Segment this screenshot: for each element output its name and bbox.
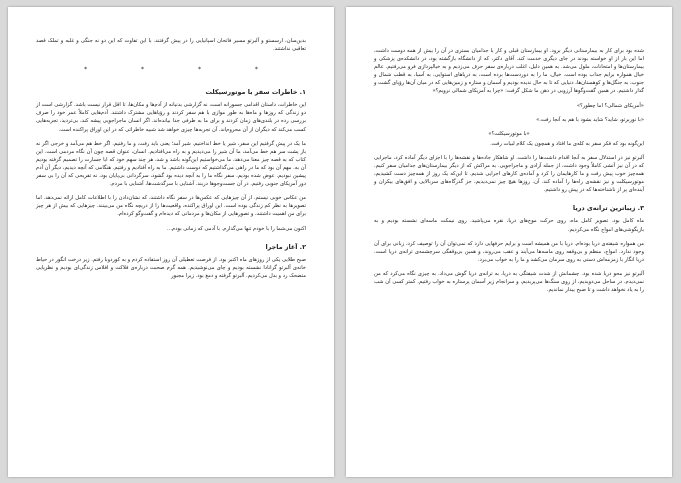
body-paragraph: این خاطرات، داستان اقدامی جسورانه است، نه گزارشی بدنیانه از آدم‌ها و مکان‌ها، تا اقل قرار نیست باشد. گزارشی است از دو زندگی که روزها و ماه‌ها به طور موازی با هم سفر کردند و رؤیاهایی مشترک داشتند. آدم‌هایی کاملاً عمر خود را صرف بررسی رده در بلندی‌های زمان کردند و برای ما به طرفی جدا بیانده‌اند. اگر انسان ماجراجویی پیشه کند، بی‌تردید، تجربه‌هایی کسب می‌کند که دیگران از آن محروم‌اند. آن تجربه‌ها چیزی خواهد شد شبیه خاطراتی که در این اوراق پراکنده است. <box>36 102 306 133</box>
body-paragraph: صبح طلایی یکی از روزهای ماه اکتبر بود. از فرصت تعطیلی آن روز استفاده کردم و به کوردوبا رفتم. زیر درخت انگور در حیاط خانه‌ی آلبرتو گرانادا نشسته بودیم و چای می‌نوشیدیم. همه گرم صحبت درباره‌ی فلاکت و افلاس زندگی‌ای بودیم و نظرپایی متضحک رد و بدل می‌کردیم. آلبرتو گرفته و دمغ بود. زیرا مجبور <box>36 256 306 279</box>
intro-paragraph: بدین‌سان، ارسستو و آلبرتو مسیر فاتحان اسپانیایی را در پیش گرفتند. با این تفاوت که این دو نه جنگی و غلبه و تملک قصد تعاقبی نداشتند. <box>36 38 306 53</box>
left-page-content <box>36 37 306 467</box>
body-paragraph: شده بود برای کار به بیمارستانی دیگر برود. او بیمارستان قبلی و کار با جذامیان بستری در آن را بیش از همه دوست داشت، اما این بار از او خواسته بودند در جای دیگری خدمت کند. آقای دکتر، که از دانشگاه بازگشته بود، در دانشکده‌ی پزشکی و بیمارستان‌ها و امتحانات، ملول می‌شد. به همین دلیل، اغلب درباره‌ی سفر حرف می‌زدیم و به خیالپردازی فرو می‌رفتیم. عالم خیال همواره برایم جذاب بوده است. خیال، ما را به دوردست‌ها برده است، به دریاهای استوایی، به آسیا، به قطب شمال و جنوب، به جنگل‌ها و کوهستان‌ها، دنیایی که تا به حال ندیده بودیم و آسمان و ستاره و زمین‌هایی که در میان آن‌ها رؤیای گشت و گذار داشتیم. در همین گفت‌وگوها آرزویی در ذهن ما شکل گرفت: «چرا به آمریکای شمالی نرویم؟» <box>374 48 644 95</box>
dialogue-line: «با نوربرتو، شاید؟ شاید بشود با هم به آنجا رفت.» <box>536 116 644 123</box>
body-paragraph: آلبرتو نیز در استدلال سفر به آنجا اقدام داشت‌ها را داشت. او شاهکار جاده‌ها و نقشه‌ها را با اجزای دیگر آماده کرد، ماجرایی که در آن نیز آتشی کاملاً وجود داشت، از جمله آزادی و ماجراجویی. به مراکش که از دیگر بیمارستان‌های جذامیان سفر کنیم. همه‌چیز خوب پیش رفت و ما کارهایمان را کرد و آماده‌ی کارهای اجرایی شدیم. تا این‌که یک روز از همه‌چیز دست کشیدیم، موتورسیکلت و نیز نقشه‌ی راه‌ها را آماده کند. آن. روزها هیچ چیز نمی‌دیدیم، جز گذرگاه‌های سربالایی و افق‌های بیکران و آینده‌ای پر از ناشناخته‌ها که در پیش رو داشتیم. <box>374 154 644 194</box>
dialogue-line: «آمریکای شمالی؟ اما چطور؟» <box>576 102 644 109</box>
left-page <box>8 7 334 477</box>
body-paragraph: این‌گونه بود که فکر سفر به کله‌ی ما افتاد و همچون یک کلام لبیات رفت. <box>490 140 644 147</box>
body-paragraph: اکنون می‌شما را با خودم تنها می‌گذارم. با آدمی که زمانی بودم... <box>167 225 306 232</box>
right-page <box>346 7 672 477</box>
body-paragraph: من همواره شیفته‌ی دریا بوده‌ام. دریا با من همیشه است و برایم حرفهایی دارد که نمی‌توان آن را توصیف کرد، زبانی برای آن وجود ندارد. امواج، منظم و بی‌وقفه روی ماسه‌ها می‌آیند و عقب می‌روند، و همین بی‌وقفگی سرچشمه‌ی ترانه‌ی دریا است. دریا انگار با زمزمه‌اش دستی به روی سرمان می‌کشد و ما را به خواب می‌برد. <box>374 240 644 263</box>
section-heading-3: ۳. زیباترین ترانه‌ی دریا <box>572 204 644 213</box>
section-separator: * * * * <box>84 66 284 74</box>
section-heading-2: ۲. آغاز ماجرا <box>265 242 306 251</box>
section-heading-1: ۱. خاطرات سفر با موتورسیکلت <box>205 88 306 97</box>
dialogue-quote: «با موتورسیکلت؟» <box>488 130 530 137</box>
body-paragraph: ماه کامل بود. تصویر کامل ماه، روی حرکت موج‌های دریا، نقره می‌پاشید. روی نیمکت ماسه‌ای نشسته بودیم و به بازیگوشی‌های امواج نگاه می‌کردیم. <box>374 218 644 233</box>
right-page-content <box>374 47 644 467</box>
body-paragraph: آلبرتو نیز محو دریا شده بود. چشمانش از شدت شیفتگی به دریا، به ترانه‌ی دریا گوش می‌داد. به چیزی نگاه می‌کرد که من نمی‌دیدم. در ساحل می‌دویدیم، از روی سنگ‌ها می‌پریدیم، و سرانجام زیر آسمان پرستاره به خواب رفتیم. کمتر کسی آن شب را به یاد نخواهد داشت و تا صبح بیدار نماندیم. <box>374 270 644 294</box>
body-paragraph: من عکاس خوبی نیستم. از آن چیزهایی که عکس‌ها در سفر نگاه داشتند، که نشان‌دادن را با اطلاعات کامل ارائه نمی‌دهد. اما تصویرها به نظر کم زندگی بوده است. این اوراق پراکنده، واقعیت‌ها را از دریچه نگاه من می‌بینند. چیزهایی که بیش از هر چیز برای من اهمیت داشتند، و تصورهایی از مکان‌ها و مردمانی که دیده‌ام و گفت‌وگو کرده‌ام. <box>36 195 306 218</box>
body-paragraph: ما یک در پیش گرفتیم این سفر، شیر یا خط انداختیم. شیر آمد؛ یعنی باید رفت، و ما رفتیم. اگر خط هم می‌آمد و خرجی اگر نه باز پشت سر هم خط می‌آمد، ما آن شیر را می‌دیدیم و به راه می‌افتادیم. انسان، عنوان قصه چون آن نگاه مردمی است. این کتاب که به قصه چیز معنا می‌دهد، ما می‌خواستیم این‌گونه باشد و شد، هر چند سهم خود که ابا جسارت را تصمیم گرفته بودیم آن به. مهم آن بود که ما در راهی می‌گذاشتیم که دوست داشتیم. ما به راه آفتادیم و رفتیم. هنگامی که آنچه دیدیم، دیگر آن آدم پیشین نبودیم. عوض شده بودیم. سفر نگاه ما را به آنچه دیده بود گشود، سرگردانی بی‌پایان بود، نه تفریحی که آن را بی سفر دور آمریکای جنوبی رفتیم. در آن جست‌وجوها دربند. آشنایی با سرگذشت‌ها، آشنایی با مردم. <box>36 140 306 188</box>
